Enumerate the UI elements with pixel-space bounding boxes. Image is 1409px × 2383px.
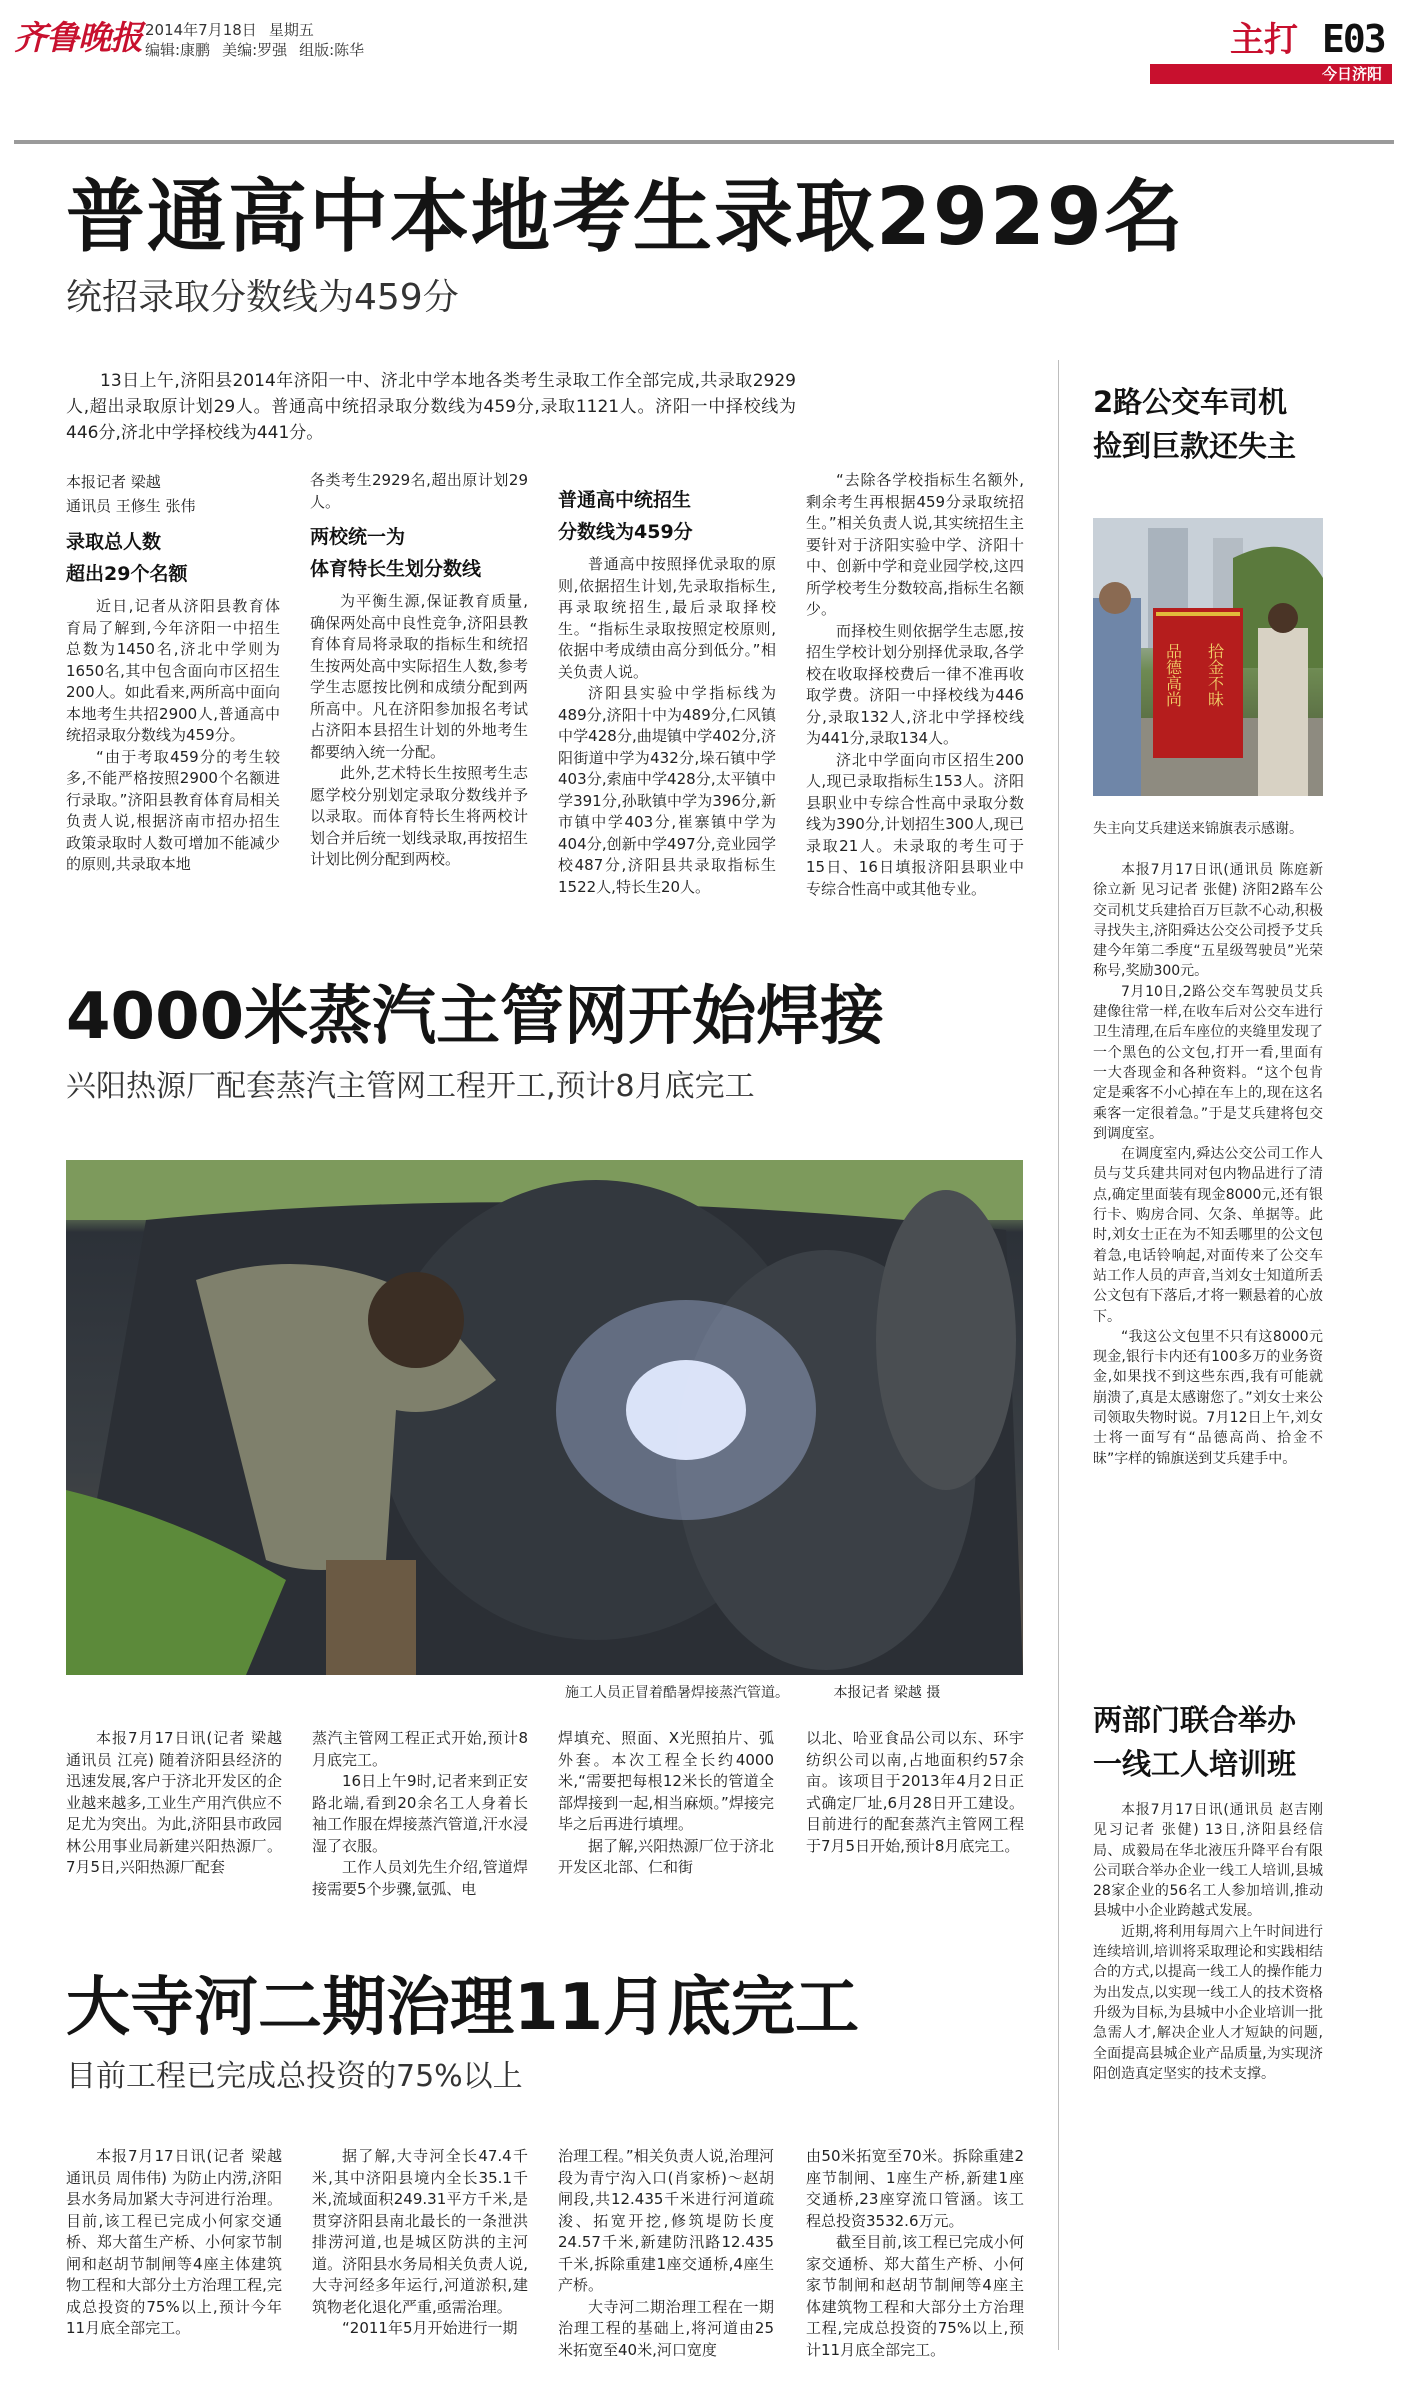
story1-subheadline: 统招录取分数线为459分 [66,277,459,318]
side2-headline: 两部门联合举办 一线工人培训班 [1093,1703,1297,1781]
paragraph: “2011年5月开始进行一期 [342,2319,518,2337]
story1-byline-reporter: 本报记者 梁越 [66,473,161,491]
paragraph: 工作人员刘先生介绍,管道焊接需要5个步骤,氩弧、电 [312,1858,528,1898]
paragraph: 本报7月17日讯(记者 梁越 通讯员 周伟伟) 为防止内涝,济阳县水务局加紧大寺河进行治理。目前,该工程已完成小何家交通桥、郑大菑生产桥、小何家节制闸和赵胡节制闸等4座主体建筑物工程和大部分土方治理工程,完成总投资的75%以上,预计今年11月底全部完工。 [66,2147,282,2337]
paragraph: 济阳县实验中学指标线为489分,济阳十中为489分,仁风镇中学428分,曲堤镇中学402分,济阳街道中学为432分,垛石镇中学403分,索庙中学428分,太平镇中学391分,孙耿镇中学为396分,新市镇中学403分,崔寨镇中学为404分,创新中学497分,竞业园学校487分,济阳县共录取指标生1522人,特长生20人。 [558,684,776,896]
story2-subheadline: 兴阳热源厂配套蒸汽主管网工程开工,预计8月底完工 [66,1069,755,1104]
story2-headline: 4000米蒸汽主管网开始焊接 [66,980,885,1054]
paragraph: 在调度室内,舜达公交公司工作人员与艾兵建共同对包内物品进行了清点,确定里面装有现金8000元,还有银行卡、购房合同、欠条、单据等。此时,刘女士正在为不知丢哪里的公文包着急,电话铃响起,对面传来了公交车站工作人员的声音,当刘女士知道所丢公文包有下落后,才将一颗悬着的心放下。 [1093,1146,1323,1325]
welding-photo [66,1160,1023,1675]
paragraph: 济北中学面向市区招生200人,现已录取指标生153人。济阳县职业中专综合性高中录取分数线为390分,计划招生300人,现已录取21人。未录取的考生可于15日、16日填报济阳县职业中专综合性高中或其他专业。 [806,750,1024,898]
edition-bar: 今日济阳 [1150,64,1392,84]
paragraph: 16日上午9时,记者来到正安路北端,看到20余名工人身着长袖工作服在焊接蒸汽管道,汗水浸湿了衣服。 [312,1772,528,1855]
paragraph: 本报7月17日讯(通讯员 陈庭新 徐立新 见习记者 张健) 济阳2路车公交司机艾兵建拾百万巨款不心动,积极寻找失主,济阳舜达公交公司授予艾兵建今年第二季度“五星级驾驶员”光荣称号,奖励300元。 [1093,862,1323,980]
story1-column-3 [558,470,776,898]
story3-headline: 大寺河二期治理11月底完工 [66,1971,860,2045]
paragraph: 截至目前,该工程已完成小何家交通桥、郑大菑生产桥、小何家节制闸和赵胡节制闸等4座主体建筑物工程和大部分土方治理工程,完成总投资的75%以上,预计11月底全部完工。 [806,2233,1024,2359]
banner-text-right: 拾金不昧 [1205,643,1225,707]
page-number: E03 [1322,17,1385,61]
paragraph: 据了解,大寺河全长47.4千米,其中济阳县境内全长35.1千米,流域面积249.31平方千米,是贯穿济阳县南北最长的一条泄洪排涝河道,也是城区防洪的主河道。济阳县水务局相关负责人说,大寺河经多年运行,河道淤积,建筑物老化退化严重,亟需治理。 [312,2147,528,2316]
art-credit: 美编:罗强 [222,41,288,59]
side1-body [1093,860,1323,1469]
side1-caption: 失主向艾兵建送来锦旗表示感谢。 [1093,821,1303,837]
welding-photo-image [66,1160,1023,1675]
issue-meta [145,20,376,60]
story2-column-2 [312,1728,528,1900]
top-divider [14,140,1394,144]
sidebar-divider [1058,360,1059,2350]
paragraph: “由于考取459分的考生较多,不能严格按照2900个名额进行录取。”济阳县教育体育局相关负责人说,根据济南市招办招生政策录取时人数可增加不能减少的原则,共录取本地 [66,747,280,873]
paragraph: 以北、哈亚食品公司以东、环宇纺织公司以南,占地面积约57余亩。该项目于2013年4月2日正式确定厂址,6月28日开工建设。目前进行的配套蒸汽主管网工程于7月5日开始,预计8月底完工。 [806,1729,1024,1855]
paragraph: 由50米拓宽至70米。拆除重建2座节制闸、1座生产桥,新建1座交通桥,23座穿流口管涵。该工程总投资3532.6万元。 [806,2147,1024,2230]
issue-weekday: 星期五 [268,21,314,39]
paragraph: 为平衡生源,保证教育质量,确保两处高中良性竞争,济阳县教育体育局将录取的指标生和统招生按两处高中实际招生人数,参考学生志愿按比例和成绩分配到两所高中。凡在济阳参加报名考试占济阳本县招生计划的外地考生都要纳入统一分配。 [310,592,528,761]
paragraph: 据了解,兴阳热源厂位于济北开发区北部、仁和街 [558,1836,774,1876]
story3-column-1 [66,2146,282,2340]
banner-photo [1093,518,1323,796]
paragraph: 治理工程。”相关负责人说,治理河段为青宁沟入口(肖家桥)～赵胡闸段,共12.435千米进行河道疏浚、拓宽开挖,修筑堤防长度24.57千米,新建防汛路12.435千米,拆除重建1座交通桥,4座生产桥。 [558,2147,774,2294]
story1-column-4 [806,470,1024,900]
editor-credit: 编辑:康鹏 [145,41,211,59]
story1-col1-subhead: 录取总人数 超出29个名额 [66,531,188,585]
story2-column-4 [806,1728,1024,1857]
story3-column-2 [312,2146,528,2340]
side1-headline: 2路公交车司机 捡到巨款还失主 [1093,385,1297,463]
paragraph: 蒸汽主管网工程正式开始,预计8月底完工。 [312,1729,528,1769]
story3-subheadline: 目前工程已完成总投资的75%以上 [66,2059,523,2094]
paragraph: 焊填充、照面、X光照拍片、弧外套。本次工程全长约4000米,“需要把每根12米长的管道全部焊接到一起,相当麻烦。”焊接完毕之后再进行填埋。 [558,1729,774,1833]
banner-photo-image [1093,518,1323,796]
paragraph: 而择校生则依据学生志愿,按招生学校计划分别择优录取,各学校在收取择校费后一律不准再收取学费。济阳一中择校线为446分,录取132人,济北中学择校线为441分,录取134人。 [806,621,1024,747]
paragraph: 大寺河二期治理工程在一期治理工程的基础上,将河道由25米拓宽至40米,河口宽度 [558,2297,774,2359]
story1-col2-subhead: 两校统一为 体育特长生划分数线 [310,526,482,580]
story1-lead: 13日上午,济阳县2014年济阳一中、济北中学本地各类考生录取工作全部完成,共录取2929人,超出录取原计划29人。普通高中统招录取分数线为459分,录取1121人。济阳一中择校线为446分,济北中学择校线为441分。 [66,371,796,443]
paragraph: 各类考生2929名,超出原计划29人。 [310,471,528,511]
paragraph: “去除各学校指标生名额外,剩余考生再根据459分录取统招生。”相关负责人说,其实统招生主要针对于济阳实验中学、济阳十中、创新中学和竞业园学校,这四所学校考生分数较高,指标生名额少。 [806,471,1024,618]
story1-byline-correspondent: 通讯员 王修生 张伟 [66,497,196,515]
story1-col3-subhead: 普通高中统招生 分数线为459分 [558,489,693,543]
banner-text-left: 品德高尚 [1163,643,1183,707]
story3-column-4 [806,2146,1024,2361]
newspaper-logo: 齐鲁晚报 [14,18,142,57]
photo-credit: 本报记者 梁越 摄 [833,1685,941,1701]
section-title: 主打 [1230,20,1298,60]
paragraph: 本报7月17日讯(记者 梁越 通讯员 江亮) 随着济阳县经济的迅速发展,客户于济北开发区的企业越来越多,工业生产用汽供应不足尤为突出。为此,济阳县市政园林公用事业局新建兴阳热源厂。7月5日,兴阳热源厂配套 [66,1729,282,1876]
story3-column-3 [558,2146,774,2361]
story1-column-2 [310,470,528,871]
story1-column-1 [66,470,280,876]
paragraph: 此外,艺术特长生按照考生志愿学校分别划定录取分数线并予以录取。而体育特长生将两校计划合并后统一划线录取,再按招生计划比例分配到两校。 [310,764,528,868]
paragraph: 近日,记者从济阳县教育体育局了解到,今年济阳一中招生总数为1450名,济北中学则为1650名,其中包含面向市区招生200人。如此看来,两所高中面向本地考生共招2900人,普通高中统招录取分数线为459分。 [66,597,280,744]
story2-column-3 [558,1728,774,1879]
photo-caption: 施工人员正冒着酷暑焊接蒸汽管道。 本报记者 梁越 摄 [565,1685,941,1701]
paragraph: 7月10日,2路公交车驾驶员艾兵建像往常一样,在收车后对公交车进行卫生清理,在后车座位的夹缝里发现了一个黑色的公文包,打开一看,里面有一大沓现金和各种资料。“这个包肯定是乘客不小心掉在车上的,现在这名乘客一定很着急。”于是艾兵建将包交到调度室。 [1093,983,1323,1142]
issue-date: 2014年7月18日 [145,21,257,39]
paragraph: 普通高中按照择优录取的原则,依据招生计划,先录取指标生,再录取统招生,最后录取择校生。“指标生录取按照定校原则,依据中考成绩由高分到低分。”相关负责人说。 [558,555,776,681]
paragraph: “我这公文包里不只有这8000元现金,银行卡内还有100多万的业务资金,如果找不到这些东西,我有可能就崩溃了,真是太感谢您了。”刘女士来公司领取失物时说。7月12日上午,刘女士将一面写有“品德高尚、拾金不昧”字样的锦旗送到艾兵建手中。 [1093,1328,1323,1467]
story2-column-1 [66,1728,282,1879]
paragraph: 本报7月17日讯(通讯员 赵吉刚 见习记者 张健) 13日,济阳县经信局、成毅局在华北液压升降平台有限公司联合举办企业一线工人培训,县城28家企业的56名工人参加培训,推动县城中小企业跨越式发展。 [1093,1802,1323,1920]
layout-credit: 组版:陈华 [299,41,365,59]
side2-body [1093,1800,1323,2084]
paragraph: 近期,将利用每周六上午时间进行连续培训,培训将采取理论和实践相结合的方式,以提高一线工人的操作能力为出发点,以实现一线工人的技术资格升级为目标,为县城中小企业培训一批急需人才,解决企业人才短缺的问题,全面提高县城企业产品质量,为实现济阳创造真定坚实的技术支撑。 [1093,1923,1323,2082]
story1-headline: 普通高中本地考生录取2929名 [66,171,1185,263]
